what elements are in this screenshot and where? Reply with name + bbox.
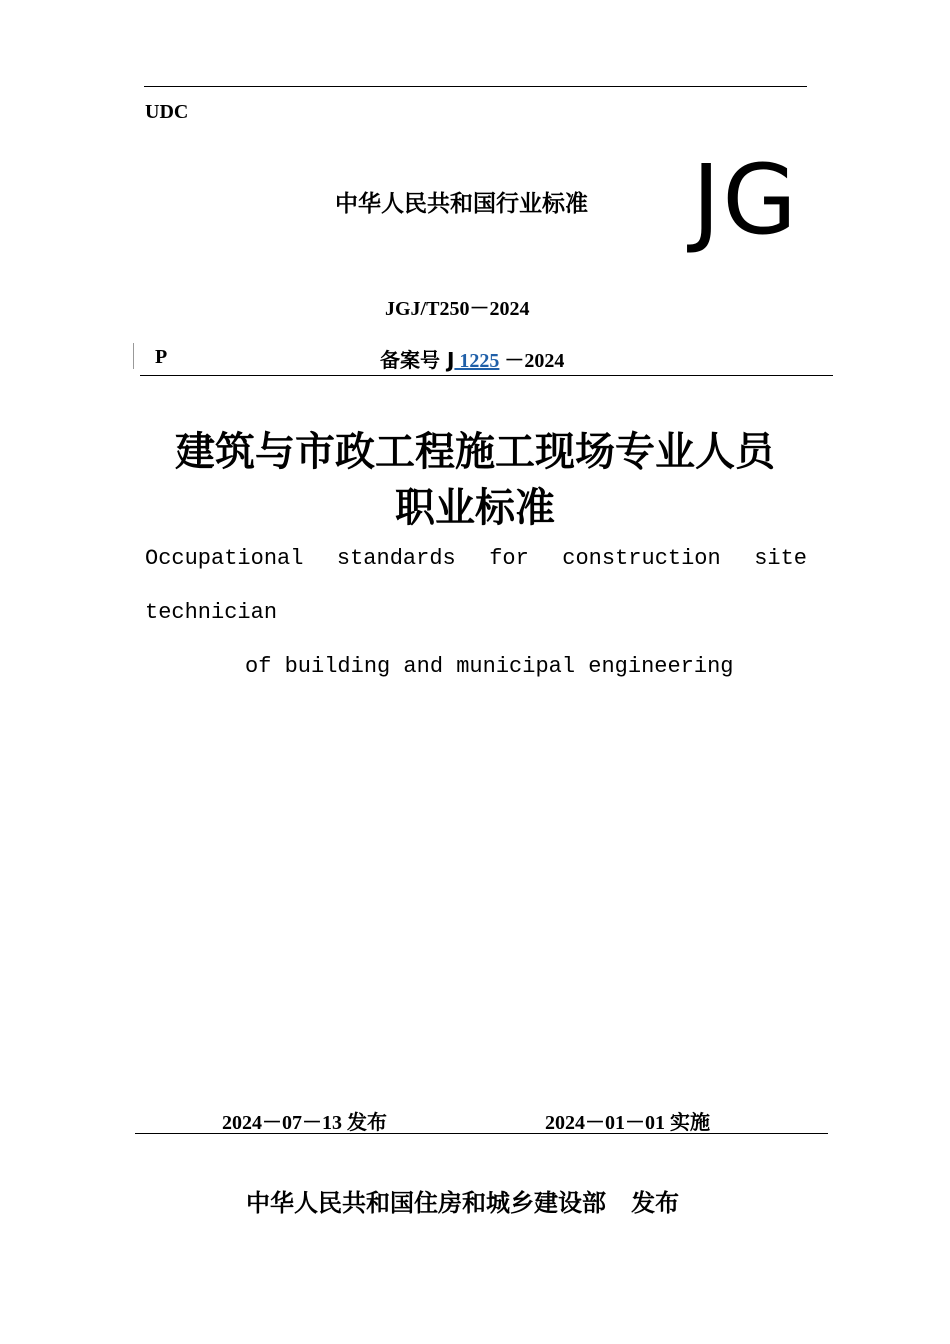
record-code-link[interactable]: 1225 [454,350,500,372]
english-word: construction [562,546,721,571]
english-word: standards [336,546,456,571]
margin-bar [133,343,134,369]
english-title-line-3: of building and municipal engineering [245,654,734,679]
implementation-date: 2024－01－01 实施 [545,1112,710,1134]
english-word: Occupational [145,546,304,571]
standard-number: JGJ/T250－2024 [385,298,530,320]
header-rule [140,375,833,376]
industry-standard-heading: 中华人民共和国行业标准 [335,191,588,217]
english-word: for [489,546,529,571]
record-number [380,344,564,373]
publisher: 中华人民共和国住房和城乡建设部 发布 [246,1189,680,1217]
document-title [140,424,810,536]
title-line-1: 建筑与市政工程施工现场专业人员 [175,429,775,475]
english-word: site [754,546,807,571]
record-prefix: 备案号 J [380,348,455,372]
english-title-line-2: technician [145,600,278,625]
udc-label: UDC [145,101,189,123]
title-line-2: 职业标准 [395,485,555,531]
p-mark: P [155,346,168,368]
top-rule [144,86,807,87]
record-suffix: －2024 [499,350,565,372]
category-mark: JG [692,144,799,256]
english-title-line-1 [145,546,807,571]
issue-date: 2024－07－13 发布 [222,1112,387,1134]
footer-rule [135,1133,828,1134]
